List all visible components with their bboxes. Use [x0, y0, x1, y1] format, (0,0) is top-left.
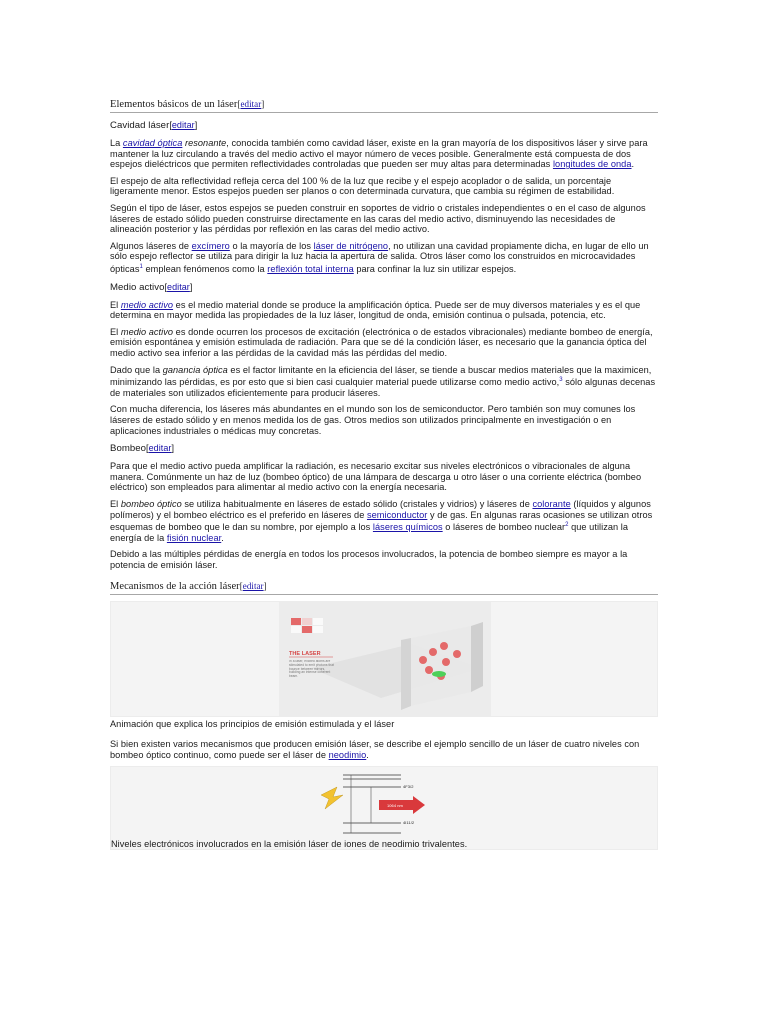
text: es el factor limitante en la eficiencia del láser, se tiende a buscar medios materiales que la maximicen, minimizando las pérdidas, es por esto que si bien casi cualquier material puede utilizarse como medio activo,: [110, 364, 652, 388]
legend-tile: [302, 618, 312, 625]
right-mirror: [471, 622, 483, 692]
text: ganancia óptica: [162, 364, 228, 375]
label-level-4f: 4F3/2: [403, 784, 414, 790]
subheading-medio-activo: [110, 281, 658, 294]
label-level-4i: 4I11/2: [403, 820, 415, 826]
link-excimero[interactable]: excímero: [191, 240, 230, 251]
section-heading-elementos: [110, 98, 658, 113]
energy-level-diagram: [111, 767, 659, 849]
link-laseres-quimicos[interactable]: láseres químicos: [372, 522, 443, 533]
figure-energy-levels: [110, 766, 658, 850]
link-semiconductor[interactable]: semiconductor: [366, 509, 428, 520]
edit-bracket: ]: [189, 281, 193, 292]
reference-1[interactable]: 1: [139, 263, 143, 270]
text: o láseres de bombeo nuclear: [442, 522, 566, 533]
text: medio activo: [120, 326, 174, 337]
legend-tile: [291, 626, 301, 633]
text: , conocida también como cavidad láser, existe en la gran mayoría de los dispositivos láser y sirve para mantener la luz circulando a través del medio activo el mayor número de veces posible. Generalmente está compuesta de dos espejos dieléctricos que permiten reflectividades controladas que pueden ser muy altas para determinadas: [110, 138, 648, 170]
edit-link-section2[interactable]: editar: [242, 580, 264, 591]
edit-bracket: ]: [261, 99, 265, 109]
section-heading-mecanismos: [110, 580, 658, 595]
link-text: medio activo: [120, 299, 174, 310]
figure-inner-text: In a laser, excited atoms are stimulated to emit photons that bounce between mirrors, building an intense coherent beam.: [289, 659, 334, 678]
text: .: [631, 159, 635, 170]
text: El: [110, 326, 121, 337]
link-colorante[interactable]: colorante: [532, 498, 571, 509]
link-reflexion-total-interna[interactable]: reflexión total interna: [267, 264, 354, 274]
link-neodimio[interactable]: neodimio: [328, 749, 367, 760]
edit-bracket: ]: [171, 443, 174, 454]
atom: [453, 650, 461, 658]
text: es donde ocurren los procesos de excitación (electrónica o de estados vibracionales) mediante bombeo de energía, emisión espontánea y emisión estimulada de radiación. Para que se dé la condición láser, es necesario que la ganancia óptica del medio activo sea inferior a las pérdidas de la cavidad más las pérdidas del medio.: [110, 326, 653, 358]
atom: [442, 658, 450, 666]
text: o la mayoría de los: [229, 240, 314, 251]
reference-3[interactable]: 3: [559, 377, 563, 384]
text: (líquidos y algunos polímeros) y el bombeo eléctrico es el preferido en láseres de: [110, 498, 651, 520]
text: .: [366, 749, 369, 760]
text: , no utilizan una cavidad propiamente dicha, en lugar de ello un sólo espejo reflector se utiliza para dirigir la luz hacia la apertura de salida. Otros láser como los construidos en microcavidades ópticas: [110, 240, 649, 274]
section-heading-text: Mecanismos de la acción láser: [110, 580, 240, 592]
paragraph-medio-4: Con mucha diferencia, los láseres más abundantes en el mundo son los de semiconductor. Pero también son muy comunes los láseres de estado sólido y en menos medida los de gas. Otros medios son utilizados principalmente en investigación o en aplicaciones industriales o médicas muy concretas.: [110, 404, 636, 436]
legend-tile: [313, 626, 323, 633]
figure-caption-box: [289, 660, 337, 698]
article-content: [110, 98, 658, 856]
edit-bracket: [: [239, 580, 243, 591]
paragraph-bombeo-2: [110, 499, 658, 543]
text: se utiliza habitualmente en láseres de estado sólido (cristales y vidrios) y láseres de: [181, 498, 533, 509]
text: El: [110, 299, 121, 310]
text: Algunos láseres de: [110, 240, 192, 251]
text: bombeo óptico: [120, 498, 182, 509]
legend-tile: [302, 626, 312, 633]
text: .: [221, 532, 224, 543]
figure-energy-levels-image[interactable]: [110, 766, 658, 850]
figure-laser-animation: [110, 601, 658, 730]
paragraph-bombeo-1: Para que el medio activo pueda amplificar la radiación, es necesario excitar sus niveles electrónicos o vibracionales de alguna manera. Comúnmente un haz de luz (bombeo óptico) de una lámpara de descarga u otro láser o una corriente eléctrica (bombeo eléctrico) son empleados para alimentar al medio activo con la energía necesaria.: [110, 461, 642, 493]
edit-link-bombeo[interactable]: editar: [148, 443, 172, 454]
edit-bracket: [: [164, 281, 168, 292]
paragraph-medio-3: [110, 365, 658, 399]
atom: [440, 642, 448, 650]
link-longitudes-de-onda[interactable]: longitudes de onda: [552, 159, 632, 170]
text: para confinar la luz sin utilizar espejos.: [353, 264, 517, 274]
photon-beam: [432, 671, 446, 677]
reference-2[interactable]: 2: [565, 522, 569, 529]
edit-bracket: [: [169, 120, 172, 130]
figure-title: THE LASER: [289, 650, 321, 657]
text: emplean fenómenos como la: [142, 264, 268, 274]
paragraph-medio-1: [110, 300, 658, 321]
edit-bracket: ]: [263, 580, 267, 591]
laser-animation-illustration: [111, 602, 659, 716]
text: Dado que la: [110, 364, 163, 375]
text: es el medio material donde se produce la amplificación óptica. Puede ser de muy diversos materiales y es el que determina en mayor medida las propiedades de la luz láser, longitud de onda, emisión continua o pulsada, potencia, etc.: [110, 299, 641, 321]
text: que utilizan la energía de la: [110, 522, 629, 543]
subheading-text: Medio activo: [110, 281, 165, 293]
laser-cavity: [411, 626, 471, 706]
text: Si bien existen varios mecanismos que producen emisión láser, se describe el ejemplo sencillo de un láser de cuatro niveles con bombeo óptico continuo, como puede ser el láser de: [110, 739, 640, 760]
text: El: [110, 498, 121, 509]
edit-bracket: [: [237, 99, 241, 109]
text: y de gas. En algunas raras ocasiones se utilizan otros esquemas de bombeo que le dan su nombre, por ejemplo a los: [110, 509, 653, 533]
paragraph-cavidad-4: [110, 241, 658, 275]
paragraph-mecanismos-1: [110, 739, 658, 760]
subheading-text: Cavidad láser: [110, 120, 170, 131]
label-wavelength: 1064 nm: [387, 803, 403, 809]
figure-caption-animation: Animación que explica los principios de emisión estimulada y el láser: [110, 718, 395, 729]
edit-link-cavidad[interactable]: editar: [171, 120, 195, 130]
subheading-cavidad: [110, 119, 658, 132]
link-cavidad-optica[interactable]: [123, 138, 182, 148]
paragraph-cavidad-2: El espejo de alta reflectividad refleja cerca del 100 % de la luz que recibe y el espejo acoplador o de salida, un porcentaje ligeramente menor. Estos espejos pueden ser planos o con determinada curvatura, que cambia su régimen de estabilidad.: [110, 175, 615, 197]
atom: [429, 648, 437, 656]
subheading-bombeo: [110, 442, 658, 455]
link-fision-nuclear[interactable]: fisión nuclear: [166, 532, 222, 543]
figure-laser-animation-image[interactable]: [110, 601, 658, 717]
text: resonante: [182, 138, 227, 148]
paragraph-medio-2: [110, 327, 658, 359]
legend-tile: [313, 618, 323, 625]
left-mirror: [401, 638, 411, 710]
paragraph-cavidad-1: [110, 138, 658, 170]
text: sólo algunas decenas de materiales son utilizados eficientemente para producir láseres.: [110, 377, 656, 398]
edit-link-medio[interactable]: editar: [167, 281, 190, 292]
paragraph-cavidad-3: Según el tipo de láser, estos espejos se pueden construir en soportes de vidrio o cristales independientes o en el caso de algunos láseres de estado sólido pueden construirse directamente en las caras del medio activo, disminuyendo las necesidades de alineación posterior y las pérdidas por reflexión en las caras del medio activo.: [110, 202, 646, 235]
link-text: cavidad óptica: [122, 138, 183, 148]
edit-bracket: [: [146, 443, 149, 454]
section-heading-text: Elementos básicos de un láser: [110, 99, 238, 110]
atom: [425, 666, 433, 674]
legend-tile: [291, 618, 301, 625]
edit-bracket: ]: [194, 120, 198, 130]
paragraph-bombeo-3: Debido a las múltiples pérdidas de energía en todos los procesos involucrados, la potencia de bombeo siempre es mayor a la potencia de emisión láser.: [110, 549, 628, 570]
text: La: [110, 138, 123, 148]
link-laser-de-nitrogeno[interactable]: láser de nitrógeno: [313, 240, 389, 251]
atom: [419, 656, 427, 664]
edit-link-section1[interactable]: editar: [240, 99, 262, 109]
subheading-text: Bombeo: [110, 443, 147, 455]
figure-caption-energy-levels: Niveles electrónicos involucrados en la emisión láser de iones de neodimio trivalentes.: [111, 838, 468, 849]
link-medio-activo[interactable]: [121, 300, 173, 310]
